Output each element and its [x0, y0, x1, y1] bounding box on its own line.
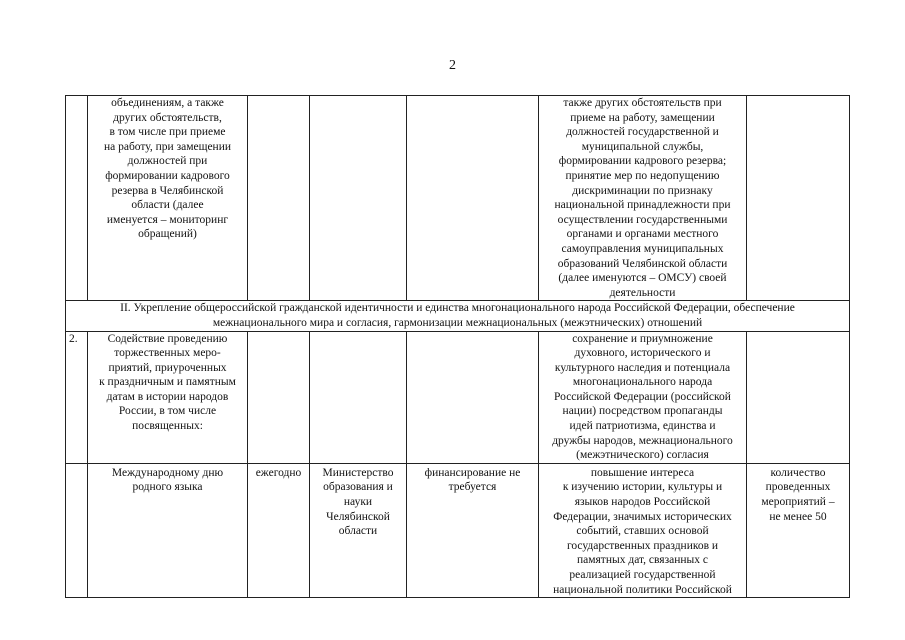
text-line: должностей при — [127, 155, 208, 168]
text-line: национальной принадлежности при — [554, 199, 731, 212]
text-line: осуществлении государственными — [557, 213, 728, 226]
period-cell — [248, 96, 310, 301]
text-line: объединениям, а также — [111, 97, 224, 109]
text-line: обращений) — [138, 228, 197, 241]
table-row-subitem — [66, 463, 850, 597]
result-cell — [539, 96, 747, 301]
text-line: Федерации, значимых исторических — [553, 510, 732, 523]
text-line: России, в том числе — [118, 405, 217, 418]
text-line: событий, ставших основой — [576, 525, 709, 538]
text-line: родного языка — [132, 481, 203, 494]
text-line: к изучению истории, культуры и — [562, 481, 723, 494]
item-number: 2. — [66, 331, 88, 463]
indicator-cell — [747, 96, 850, 301]
text-line: сохранение и приумножение — [572, 332, 713, 345]
executor-cell — [310, 463, 407, 597]
text-line: Министерство — [322, 466, 394, 479]
text-line: не менее 50 — [769, 510, 827, 523]
text-line: дружбы народов, межнационального — [552, 434, 733, 447]
indicator-cell — [747, 463, 850, 597]
text-line: торжественных меро- — [114, 347, 221, 360]
text-line: культурного наследия и потенциала — [554, 361, 731, 374]
executor-cell — [310, 331, 407, 463]
text-line: национальной политики Российской — [553, 583, 732, 596]
text-line: финансирование не — [424, 466, 521, 479]
text-line: самоуправления муниципальных — [561, 242, 724, 255]
text-line: требуется — [448, 481, 497, 494]
funding-cell — [407, 331, 539, 463]
text-line: памятных дат, связанных с — [576, 554, 708, 567]
text-line: Челябинской — [326, 510, 390, 523]
table-row-item-2 — [66, 331, 850, 463]
text-line: реализацией государственной — [569, 569, 716, 581]
text-line: посвященных: — [132, 420, 203, 433]
text-line: должностей государственной и — [566, 126, 719, 139]
text-line: науки — [343, 496, 373, 509]
text-line: образования и — [323, 481, 393, 494]
text-line: на работу, при замещении — [103, 140, 232, 153]
text-line: Международному дню — [111, 466, 224, 479]
text-line: приятий, приуроченных — [108, 361, 227, 374]
text-line: повышение интереса — [590, 466, 695, 479]
event-cell — [88, 96, 248, 301]
text-line: именуется – мониторинг — [106, 213, 229, 226]
section-heading — [66, 301, 850, 331]
event-cell — [88, 463, 248, 597]
text-line: также других обстоятельств при — [563, 97, 722, 109]
funding-cell — [407, 463, 539, 597]
text-line: межнационального мира и согласия, гармонизации межнациональных (межэтнических) отношений — [212, 316, 703, 329]
text-line: приеме на работу, замещении — [570, 111, 715, 124]
text-line: муниципальной службы, — [581, 140, 704, 153]
period-cell — [248, 331, 310, 463]
executor-cell — [310, 96, 407, 301]
text-line: области — [338, 525, 378, 538]
text-line: духовного, исторического и — [574, 347, 711, 360]
event-cell — [88, 331, 248, 463]
text-line: государственных праздников и — [566, 539, 719, 552]
text-line: количество — [770, 466, 826, 479]
text-line: резерва в Челябинской — [111, 184, 224, 197]
text-line: к праздничным и памятным — [99, 376, 236, 389]
text-line: органами и органами местного — [566, 228, 719, 241]
period-cell: ежегодно — [248, 463, 310, 597]
text-line: деятельности — [609, 286, 676, 299]
text-line: нации) посредством пропаганды — [562, 405, 723, 418]
section-heading-row — [66, 301, 850, 331]
text-line: (далее именуются – ОМСУ) своей — [558, 272, 727, 285]
text-line: образований Челябинской области — [557, 257, 728, 270]
text-line: принятие мер по недопущению — [565, 169, 720, 182]
text-line: Содействие проведению — [107, 332, 228, 345]
text-line: языков народов Российской — [574, 496, 711, 509]
text-line: формировании кадрового — [105, 169, 230, 182]
result-cell — [539, 331, 747, 463]
plan-table — [65, 95, 850, 598]
indicator-cell — [747, 331, 850, 463]
text-line: датам в истории народов — [106, 390, 229, 403]
table-row-continued — [66, 96, 850, 301]
text-line: мероприятий – — [761, 496, 835, 509]
result-cell — [539, 463, 747, 597]
text-line: проведенных — [765, 481, 831, 494]
page-number: 2 — [449, 58, 456, 73]
text-line: в том числе при приеме — [109, 126, 226, 139]
text-line: дискриминации по признаку — [572, 184, 713, 197]
number-cell — [66, 96, 88, 301]
funding-cell — [407, 96, 539, 301]
text-line: многонационального народа — [572, 376, 713, 389]
text-line: Российской Федерации (российской — [554, 390, 731, 403]
text-line: II. Укрепление общероссийской гражданской идентичности и единства многонационального народа Российской Федерации, обеспечение — [120, 302, 795, 315]
text-line: других обстоятельств, — [113, 111, 222, 124]
text-line: области (далее — [131, 199, 204, 212]
text-line: идей патриотизма, единства и — [569, 420, 716, 433]
text-line: формировании кадрового резерва; — [558, 155, 727, 168]
text-line: (межэтнического) согласия — [576, 449, 709, 462]
number-cell — [66, 463, 88, 597]
